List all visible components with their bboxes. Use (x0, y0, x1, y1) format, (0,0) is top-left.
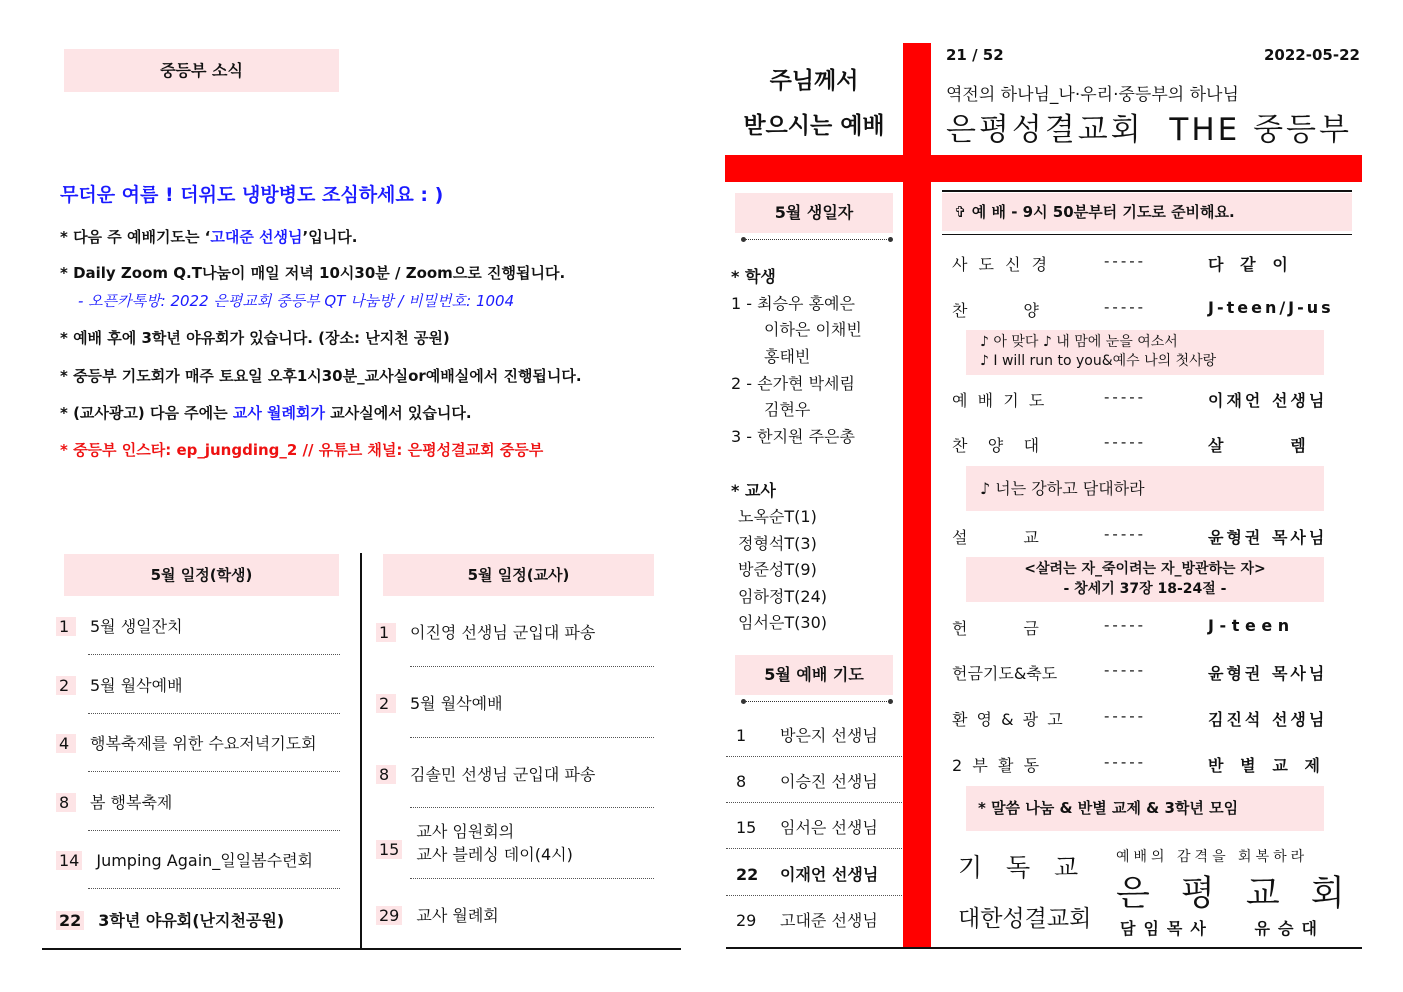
leader-dash: ----- (1104, 616, 1147, 634)
schedule-day: 1 (376, 623, 396, 642)
cross-horizontal (725, 155, 1362, 182)
teacher-schedule-row (376, 822, 573, 866)
right-bottom-rule (726, 947, 1362, 949)
worship-banner: ✞ 예 배 - 9시 50분부터 기도로 준비해요. (942, 193, 1352, 231)
students-label: * 학생 (731, 267, 776, 286)
sermon-label: 설 교 (952, 528, 1039, 547)
prayer-label: 예 배 기 도 (952, 391, 1045, 410)
news-item-picnic: * 예배 후에 3학년 야유회가 있습니다. (장소: 난지천 공원) (60, 329, 450, 347)
news-text: 교사실에서 있습니다. (325, 404, 472, 422)
dotted-rule (88, 830, 340, 831)
student-schedule-row (56, 673, 183, 696)
praise-label: 찬 양 (952, 301, 1039, 320)
worship-title-line1: 주님께서 (769, 68, 859, 94)
pastor: 담임목사 유승대 (1120, 919, 1325, 938)
schedule-day: 22 (56, 911, 84, 930)
dotted-rule (88, 654, 340, 655)
offering-label: 헌 금 (952, 619, 1039, 638)
part2-value: 반 별 교 제 (1208, 756, 1320, 775)
dotted-rule (410, 807, 654, 808)
sermon-value: 윤형권 목사님 (1208, 528, 1328, 547)
teacher-meeting: 교사 월례회가 (232, 404, 326, 422)
birthday-teacher: 임하정T(24) (738, 586, 827, 606)
notice-label: 환 영 & 광 고 (952, 710, 1065, 729)
prayer-name: 이승진 선생님 (780, 772, 878, 791)
birthday-student: 김현우 (764, 400, 811, 419)
prayer-name: 이재언 선생님 (780, 865, 879, 884)
birthday-student: 3 - 한지원 주은총 (731, 427, 855, 446)
birthday-student: 홍태빈 (764, 347, 811, 366)
student-schedule-row (56, 614, 183, 637)
student-schedule-row (56, 731, 317, 754)
dotted-rule (410, 878, 654, 879)
issue-number: 21 / 52 (946, 46, 1004, 64)
creed-label: 사 도 신 경 (952, 255, 1051, 274)
denomination-line1: 기 독 교 (958, 853, 1079, 882)
leader-dash: ----- (1104, 525, 1147, 543)
page-bottom-rule (42, 948, 681, 950)
birthday-teacher: 노옥순T(1) (738, 507, 817, 526)
church-name: 은 평 교 회 (1116, 874, 1355, 914)
birthday-teacher: 정형석T(3) (738, 533, 817, 553)
birthday-student: 1 - 최승우 홍예은 (731, 294, 855, 313)
teacher-schedule-title: 5월 일정(교사) (383, 554, 654, 596)
notice-value: 김진석 선생님 (1208, 710, 1328, 729)
dotted-rule (726, 895, 902, 896)
student-schedule-row (56, 848, 313, 871)
prayer-row (726, 815, 902, 838)
prayer-title: 5월 예배 기도 (735, 655, 893, 695)
news-item-teacher (60, 402, 472, 423)
prayer-day: 15 (736, 818, 757, 837)
schedule-text: 5월 월삭예배 (410, 694, 503, 713)
teacher-schedule-row (376, 620, 595, 643)
dotted-rule (726, 802, 902, 803)
schedule-day: 8 (376, 765, 396, 784)
news-item-zoom: * Daily Zoom Q.T나눔이 매일 저녁 10시30분 / Zoom으로 진행됩니다. (60, 264, 566, 282)
schedule-text: 교사 월례회 (416, 906, 499, 925)
dotted-rule (726, 756, 902, 757)
schedule-day: 8 (56, 793, 76, 812)
order-top-rule (942, 190, 1352, 192)
news-item-prayer (60, 226, 357, 247)
choir-song: ♪ 너는 강하고 담대하라 (966, 466, 1324, 511)
prayer-value: 이재언 선생님 (1208, 391, 1328, 410)
part2-note: * 말씀 나눔 & 반별 교제 & 3학년 모임 (966, 786, 1324, 831)
dotted-rule (410, 666, 654, 667)
leader-dash: ----- (1104, 661, 1147, 679)
news-text: * (교사광고) 다음 주에는 (60, 404, 233, 422)
schedule-day: 4 (56, 734, 76, 753)
schedule-text: 교사 블레싱 데이(4시) (416, 845, 573, 864)
praise-song-1: ♪ 아 맞다 ♪ 내 맘에 눈을 여소서 (980, 334, 1178, 350)
dotted-rule (88, 771, 340, 772)
leader-dash: ----- (1104, 252, 1147, 270)
choir-label: 찬 양 대 (952, 436, 1040, 455)
schedule-text: 5월 생일잔치 (90, 617, 183, 636)
prayer-name: 고대준 선생님 (210, 228, 303, 246)
dotted-rule (410, 737, 654, 738)
slogan: 예배의 감격을 회복하라 (1116, 849, 1309, 865)
news-text: ’입니다. (302, 228, 358, 246)
motto: 역전의 하나님_나·우리·중등부의 하나님 (946, 85, 1239, 105)
schedule-text: 김솔민 선생님 군입대 파송 (410, 765, 596, 784)
schedule-text-group (416, 820, 572, 866)
student-schedule-title: 5월 일정(학생) (64, 554, 339, 596)
leader-dash: ----- (1104, 707, 1147, 725)
schedule-text: 봄 행복축제 (90, 793, 173, 812)
schedule-day: 29 (376, 906, 402, 925)
news-item-sns: * 중등부 인스타: ep_jungding_2 // 유튜브 채널: 은평성결교회 중등부 (60, 441, 544, 459)
order-banner-rule (942, 234, 1352, 235)
birthday-student: 2 - 손가현 박세림 (731, 374, 855, 393)
dotted-rule (726, 848, 902, 849)
schedule-day: 2 (56, 676, 76, 695)
student-schedule-row (56, 908, 284, 931)
leader-dash: ----- (1104, 433, 1147, 451)
headline: 무더운 여름 ! 더위도 냉방병도 조심하세요 : ) (60, 184, 444, 206)
prayer-day: 8 (736, 772, 747, 791)
denomination-line2: 대한성결교회 (958, 906, 1092, 932)
schedule-text: 교사 임원회의 (416, 822, 515, 841)
praise-value: J-teen/J-us (1208, 298, 1334, 317)
schedule-text: 5월 월삭예배 (90, 676, 183, 695)
blessing-value: 윤형권 목사님 (1208, 664, 1328, 683)
schedule-text: 이진영 선생님 군입대 파송 (410, 623, 596, 642)
schedule-day: 2 (376, 694, 396, 713)
schedule-day: 14 (56, 851, 82, 870)
birthday-teacher: 임서은T(30) (738, 613, 827, 632)
sermon-title: <살려는 자_죽이려는 자_방관하는 자> (1024, 561, 1266, 577)
dotted-rule (88, 888, 340, 889)
student-schedule-row (56, 790, 172, 813)
dotted-rule (88, 713, 340, 714)
birthday-teacher: 방준성T(9) (738, 560, 817, 579)
blessing-label: 헌금기도&축도 (952, 664, 1058, 683)
offering-value: J - t e e n (1208, 616, 1290, 635)
news-title: 중등부 소식 (64, 49, 339, 92)
teacher-schedule-row (376, 691, 503, 714)
divider-chain (743, 239, 891, 246)
birthday-title: 5월 생일자 (735, 193, 893, 233)
prayer-row (726, 769, 902, 792)
prayer-row (726, 908, 902, 931)
leader-dash: ----- (1104, 298, 1147, 316)
part2-label: 2 부 활 동 (952, 756, 1040, 775)
prayer-day: 1 (736, 726, 747, 745)
praise-song-2: ♪ I will run to you&예수 나의 첫사랑 (980, 353, 1217, 369)
prayer-name: 고대준 선생님 (780, 911, 878, 930)
prayer-name: 임서은 선생님 (780, 818, 878, 837)
prayer-row (726, 723, 902, 746)
prayer-day: 22 (736, 865, 759, 884)
praise-songs (966, 330, 1324, 375)
prayer-day: 29 (736, 911, 757, 930)
schedule-text: Jumping Again_일일봄수련회 (96, 851, 314, 870)
sermon-box (966, 557, 1324, 602)
sermon-scripture: - 창세기 37장 18-24절 - (1063, 581, 1227, 597)
schedule-divider (360, 553, 362, 949)
news-text: * 다음 주 예배기도는 ‘ (60, 228, 211, 246)
teacher-schedule-row (376, 762, 595, 785)
creed-value: 다 같 이 (1208, 255, 1288, 274)
schedule-day: 15 (376, 840, 402, 859)
divider-chain (743, 701, 891, 708)
news-item-prayer-meeting: * 중등부 기도회가 매주 토요일 오후1시30분_교사실or예배실에서 진행됩니다. (60, 367, 582, 385)
church-title: 은평성결교회 THE 중등부 (946, 112, 1352, 148)
prayer-name: 방은지 선생님 (780, 726, 878, 745)
prayer-row (726, 862, 902, 885)
schedule-text: 행복축제를 위한 수요저녁기도회 (90, 734, 317, 753)
schedule-text: 3학년 야유회(난지천공원) (98, 911, 285, 930)
schedule-day: 1 (56, 617, 76, 636)
choir-value: 살 렘 (1208, 436, 1306, 455)
teachers-label: * 교사 (731, 481, 776, 500)
worship-title-line2: 받으시는 예배 (743, 113, 885, 139)
leader-dash: ----- (1104, 753, 1147, 771)
leader-dash: ----- (1104, 388, 1147, 406)
teacher-schedule-row (376, 903, 499, 926)
bulletin-date: 2022-05-22 (1264, 46, 1360, 64)
birthday-student: 이하은 이채빈 (764, 320, 862, 339)
news-item-zoom-sub: - 오픈카톡방: 2022 은평교회 중등부 QT 나눔방 / 비밀번호: 1004 (78, 292, 515, 310)
